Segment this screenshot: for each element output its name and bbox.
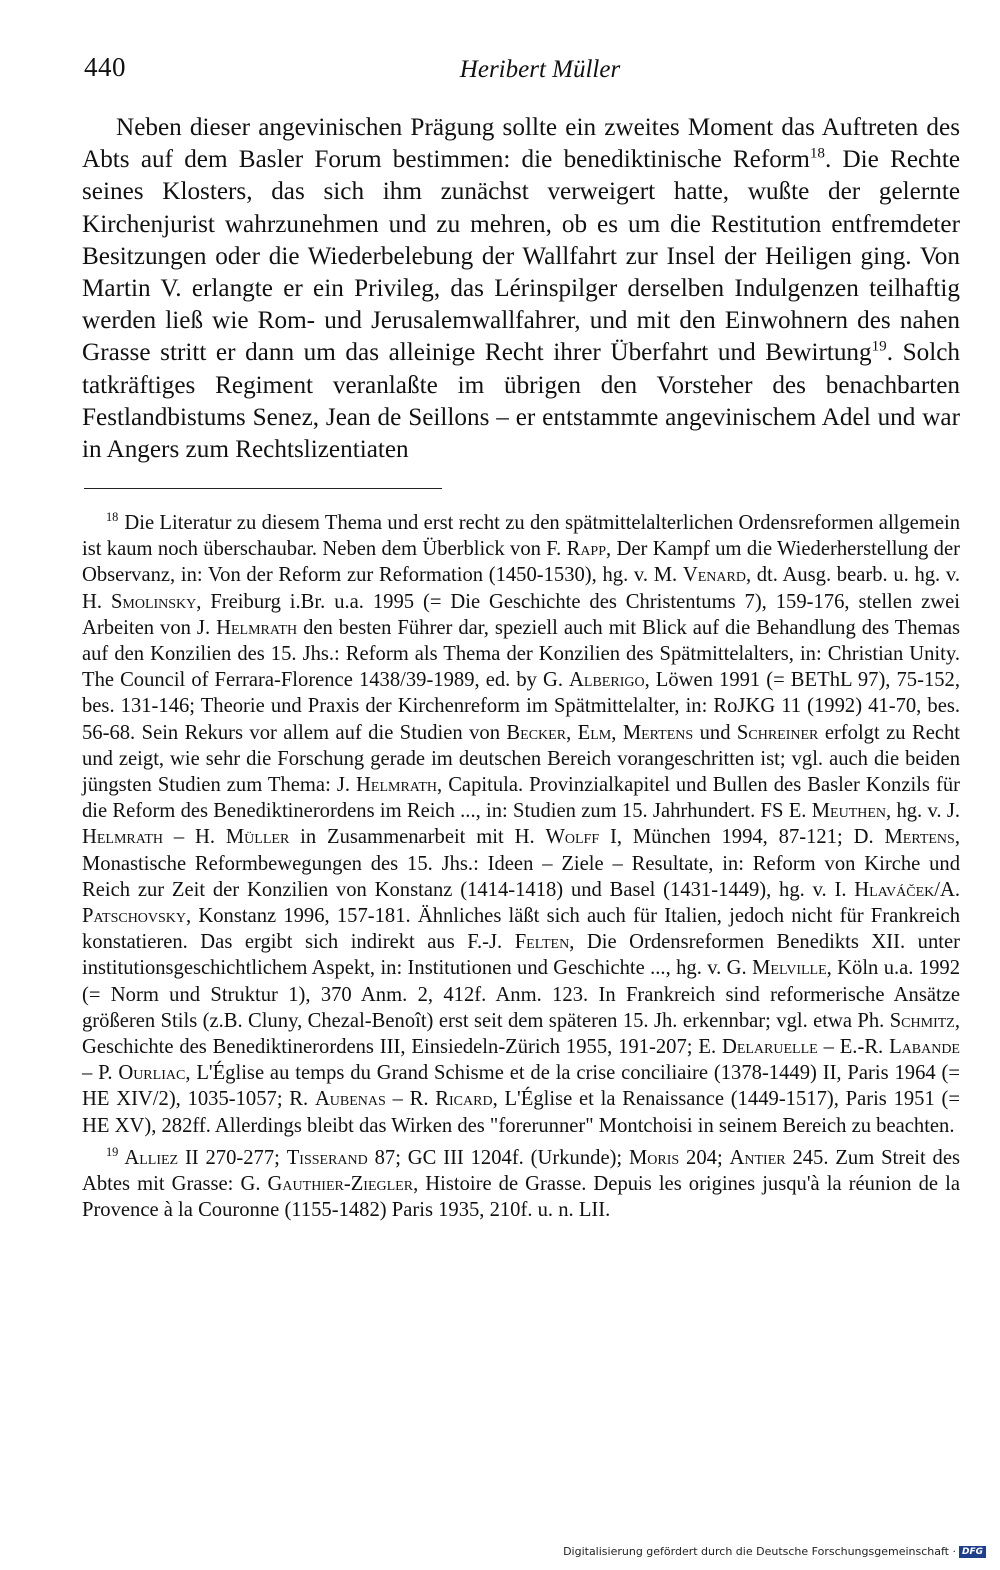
author-name: Helmrath	[82, 826, 163, 849]
author-name: Venard	[682, 564, 746, 587]
footnote-number: 19	[106, 1145, 119, 1160]
footnote-ref-18[interactable]: 18	[809, 145, 825, 162]
footnote-text: I, München 1994, 87-121; D.	[599, 826, 885, 849]
author-name: Wolff	[545, 826, 600, 849]
footnote-text: den besten Führer dar, speziell auch mit Blick auf die Behandlung des Themas auf den Konzilien des 15. Jhs.: Reform als Thema der Konzilien des Spätmittelalters, in: Christian Unity. The Council of Ferrara-Florence 1438/39-1989, ed. by G.	[82, 616, 961, 692]
footnote-text: – P.	[82, 1062, 119, 1085]
author-name: Tisserand	[286, 1146, 368, 1169]
author-name: Smolinsky	[110, 590, 197, 613]
body-text-segment: Neben dieser angevinischen Prägung sollte ein zweites Moment das Auftreten des Abts auf dem Basler Forum bestimmen: die benediktinische Reform	[82, 114, 960, 174]
digitization-credit	[563, 1545, 986, 1558]
author-name: Ricard	[435, 1088, 493, 1111]
author-name: Mertens	[884, 826, 955, 849]
footnote-text: , Köln u.a. 1992 (= Norm und Struktur 1), 370 Anm. 2, 412f. Anm. 123. In Frankreich sind reformerische Ansätze größeren Stils (z.B. Cluny, Chezal-Benoît) erst seit dem späteren 15. Jh. erkennbar; vgl. etwa Ph.	[82, 957, 960, 1032]
author-name: Antier	[729, 1146, 786, 1169]
footnote-text: in Zusammenarbeit mit H.	[289, 826, 546, 849]
footnote-text: Die Literatur zu diesem Thema und erst recht zu den spätmittelalterlichen Ordensreformen allgemein ist kaum noch überschaubar. Neben dem Überblick von F.	[82, 512, 960, 561]
footnote-text: , Die Ordensreformen Benedikts XII. unter institutionsgeschichtlichem Aspekt, in: Institutionen und Geschichte ..., hg. v. G.	[82, 931, 960, 980]
footnote-text: , Freiburg i.Br. u.a. 1995 (= Die Geschichte des Christentums 7), 159-176, stellen zwei Arbeiten von J.	[82, 590, 960, 639]
author-name: Alberigo	[569, 669, 645, 692]
footnote-text: und	[693, 721, 737, 744]
author-name: Gauthier-Ziegler	[267, 1173, 414, 1196]
footnote-text: , Histoire de Grasse. Depuis les origines jusqu'à la réunion de la Provence à la Couronne (1155-1482) Paris 1935, 210f. u. n. LII.	[82, 1173, 960, 1222]
footnote-separator	[84, 488, 442, 489]
footnote-text: , L'Église au temps du Grand Schisme et de la crise conciliaire (1378-1449) II, Paris 1964 (= HE XIV/2), 1035-1057; R.	[82, 1062, 960, 1111]
footnote-text: , Konstanz 1996, 157-181. Ähnliches läßt sich auch für Italien, jedoch nicht für Frankreich konstatieren. Das ergibt sich indirekt aus F.-J.	[82, 905, 960, 954]
author-name: Alliez	[124, 1146, 179, 1169]
footnote-text: /A.	[934, 878, 960, 901]
footnote-text: , Monastische Reformbewegungen des 15. Jhs.: Ideen – Ziele – Resultate, in: Reform von Kirche und Reich zur Zeit der Konzilien von Konstanz (1414-1418) und Basel (1431-1449), hg. v. I.	[82, 826, 960, 901]
author-name: Mertens	[622, 721, 694, 744]
credit-text: Digitalisierung gefördert durch die Deutsche Forschungsgemeinschaft ·	[563, 1545, 956, 1558]
footnote-text: – H.	[162, 826, 226, 849]
footnote-text: , Löwen 1991 (= BEThL 97), 75-152, bes. 131-146; Theorie und Praxis der Kirchenreform im Spätmittelalter, in: RoJKG 11 (1992) 41-70, bes. 56-68. Sein Rekurs vor allem auf die Studien von	[82, 669, 960, 744]
author-name: Felten	[514, 931, 570, 954]
author-name: Moris	[629, 1146, 680, 1169]
footnote-text: 87; GC III 1204f. (Urkunde);	[367, 1146, 629, 1169]
author-name: Delaruelle	[721, 1036, 818, 1059]
footnote-text: , Geschichte des Benediktinerordens III, Einsiedeln-Zürich 1955, 191-207; E.	[82, 1009, 960, 1059]
author-name: Melville	[752, 957, 827, 980]
footnote-text: ,	[566, 721, 578, 744]
footnote-text: , Der Kampf um die Wiederherstellung der Observanz, in: Von der Reform zur Reformation (1450-1530), hg. v. M.	[82, 538, 960, 587]
page-number: 440	[84, 52, 126, 82]
footnote-text: – R.	[385, 1088, 436, 1111]
footnote-text: erfolgt zu Recht und zeigt, wie sehr die Forschung gerade im deutschen Bereich vorangeschritten ist; vgl. auch die beiden jüngsten Studien zum Thema: J.	[82, 721, 961, 797]
footnote-text: , L'Église et la Renaissance (1449-1517), Paris 1951 (= HE XV), 282ff. Allerdings bleibt das Wirken des "forerunner" Montchoisi in seinem Bereich zu beachten.	[82, 1088, 960, 1137]
author-name: Labande	[889, 1036, 960, 1059]
author-name: Schreiner	[736, 721, 819, 744]
footnote-text: 245. Zum Streit des Abtes mit Grasse: G.	[82, 1146, 960, 1196]
footnote-text: , hg. v. J.	[886, 800, 961, 823]
author-name: Aubenas	[314, 1088, 386, 1111]
author-name: Helmrath	[216, 616, 298, 639]
footnote-ref-19[interactable]: 19	[871, 339, 887, 356]
dfg-logo-icon: DFG	[959, 1546, 986, 1558]
footnote-text: II 270-277;	[178, 1146, 287, 1169]
author-name: Becker	[506, 721, 567, 744]
footnote-text: , dt. Ausg. bearb. u. hg. v. H.	[82, 564, 960, 613]
footnote-text: ,	[611, 721, 623, 744]
author-name: Hlaváček	[854, 878, 935, 901]
footnotes-section	[82, 510, 960, 1223]
body-text-segment: . Die Rechte seines Klosters, das sich ihm zunächst verweigert hatte, wußte der gelernte Kirchenjurist wahrzunehmen und zu mehren, ob es um die Restitution entfremdeter Besitzungen oder die Wiederbelebung der Wallfahrt zur Insel der Heiligen ging. Von Martin V. erlangte er ein Privileg, das Lérinspilger derselben Indulgenzen teilhaftig werden ließ wie Rom- und Jerusalemwallfahrer, und mit den Einwohnern des nahen Grasse stritt er dann um das alleinige Recht ihrer Überfahrt und Bewirtung	[82, 146, 960, 367]
footnote-18	[82, 510, 960, 1139]
author-name: Helmrath	[356, 774, 438, 797]
author-name: Meuthen	[811, 800, 887, 823]
footnote-text: 204;	[679, 1146, 730, 1169]
running-title: Heribert Müller	[459, 56, 621, 83]
body-text-segment: . Solch tatkräftiges Regiment veranlaßte im übrigen den Vorsteher des benachbarten Festlandbistums Senez, Jean de Seillons – er entstammte angevinischem Adel und war in Angers zum Rechtslizentiaten	[82, 339, 960, 464]
body-paragraph	[82, 112, 960, 466]
author-name: Ourliac	[118, 1062, 186, 1085]
author-name: Rapp	[566, 538, 606, 561]
author-name: Müller	[225, 826, 290, 849]
author-name: Patschovsky	[82, 905, 187, 928]
footnote-text: – E.-R.	[817, 1036, 890, 1059]
author-name: Schmitz	[889, 1009, 955, 1032]
footnote-19	[82, 1145, 960, 1224]
footnote-text: , Capitula. Provinzialkapitel und Bullen des Basler Konzils für die Reform des Benediktinerordens im Reich ..., in: Studien zum 15. Jahrhundert. FS E.	[82, 774, 960, 823]
author-name: Elm	[577, 721, 612, 744]
footnote-number: 18	[106, 510, 119, 525]
